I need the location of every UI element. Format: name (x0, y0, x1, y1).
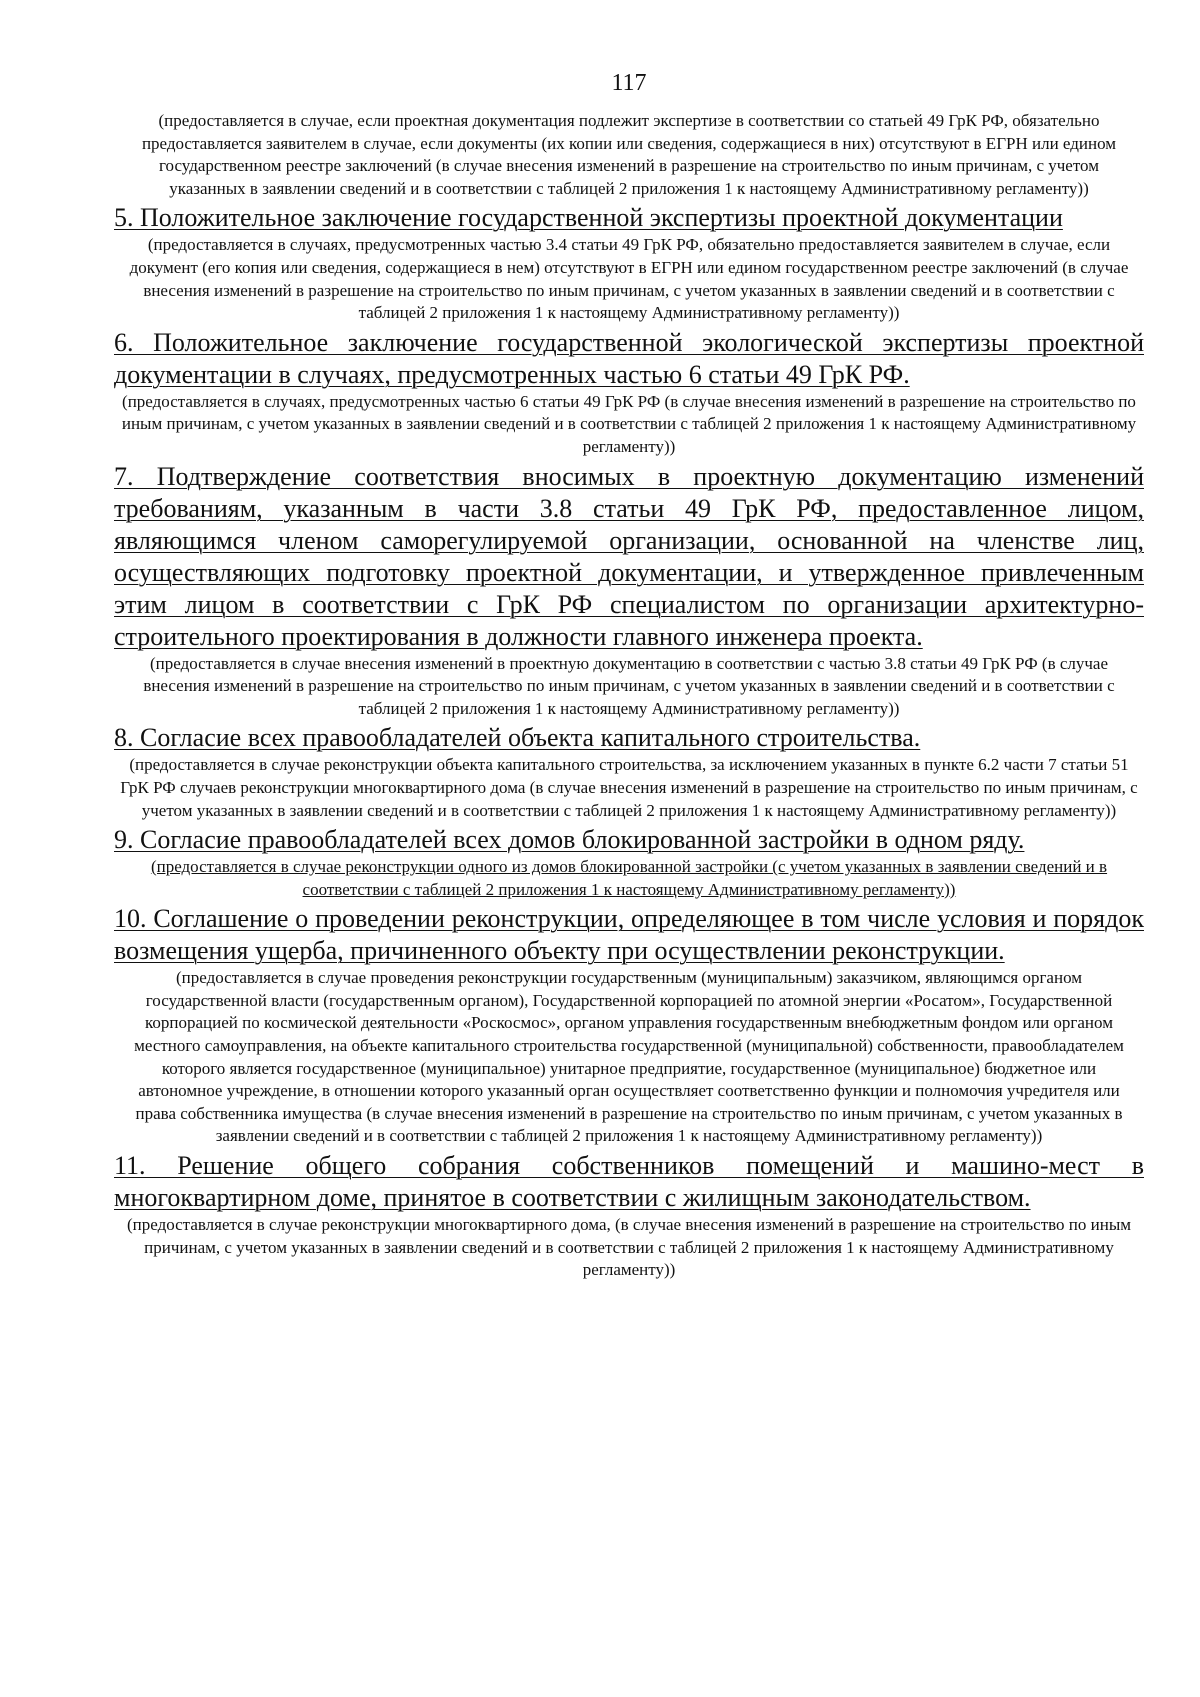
heading-item-5: 5. Положительное заключение государственной экспертизы проектной документации (114, 203, 1063, 233)
note-item-6: (предоставляется в случаях, предусмотренных частью 6 статьи 49 ГрК РФ (в случае внесения изменений в разрешение на строительство по иным причинам, с учетом указанных в заявлении сведений и в соответствии с таблицей 2 приложения 1 к настоящему Административному регламенту)) (121, 391, 1137, 456)
heading-item-11: 11. Решение общего собрания собственников помещений и машино-мест в многоквартирном доме, принятое в соответствии с жилищным законодательством. (114, 1151, 1144, 1213)
heading-item-6: 6. Положительное заключение государственной экологической экспертизы проектной документации в случаях, предусмотренных частью 6 статьи 49 ГрК РФ. (114, 327, 1144, 389)
note-item-10: (предоставляется в случае проведения реконструкции государственным (муниципальным) заказчиком, являющимся органом государственной власти (государственным органом), Государственной корпорацией по атомной энергии «Росатом», Государственной корпорацией по космической деятельности «Роскосмос», органом управления государственным внебюджетным фондом или органом местного самоуправления, на объекте капитального строительства государственной (муниципальной) собственности, правообладателем которого является государственное (муниципальное) унитарное предприятие, государственное (муниципальное) бюджетное или автономное учреждение, в отношении которого указанный орган осуществляет соответственно функции и полномочия учредителя или права собственника имущества (в случае внесения изменений в разрешение на строительство по иным причинам, с учетом указанных в заявлении сведений и в соответствии с таблицей 2 приложения 1 к настоящему Административному регламенту)) (134, 968, 1124, 1146)
page-number: 117 (611, 70, 647, 96)
note-item-4: (предоставляется в случае, если проектная документация подлежит экспертизе в соответствии со статьей 49 ГрК РФ, обязательно предоставляется заявителем в случае, если документы (их копии или сведения, содержащиеся в них) отсутствуют в ЕГРН или едином государственном реестре заключений (в случае внесения изменений в разрешение на строительство по иным причинам, с учетом указанных в заявлении сведений и в соответствии с таблицей 2 приложения 1 к настоящему Административному регламенту)) (141, 111, 1117, 198)
heading-item-8: 8. Согласие всех правообладателей объекта капитального строительства. (114, 723, 921, 753)
note-item-9: (предоставляется в случае реконструкции одного из домов блокированной застройки (с учетом указанных в заявлении сведений и в соответствии с таблицей 2 приложения 1 к настоящему Административному регламенту)) (150, 857, 1108, 899)
heading-item-10: 10. Соглашение о проведении реконструкции, определяющее в том числе условия и порядок возмещения ущерба, причиненного объекту при осуществлении реконструкции. (114, 904, 1144, 966)
note-item-8: (предоставляется в случае реконструкции объекта капитального строительства, за исключением указанных в пункте 6.2 части 7 статьи 51 ГрК РФ случаев реконструкции многоквартирного дома (в случае внесения изменений в разрешение на строительство по иным причинам, с учетом указанных в заявлении сведений и в соответствии с таблицей 2 приложения 1 к настоящему Административному регламенту)) (120, 755, 1138, 820)
note-item-11: (предоставляется в случае реконструкции многоквартирного дома, (в случае внесения изменений в разрешение на строительство по иным причинам, с учетом указанных в заявлении сведений и в соответствии с таблицей 2 приложения 1 к настоящему Административному регламенту)) (126, 1215, 1132, 1280)
heading-item-7: 7. Подтверждение соответствия вносимых в проектную документацию изменений требованиям, указанным в части 3.8 статьи 49 ГрК РФ, предоставленное лицом, являющимся членом саморегулируемой организации, основанной на членстве лиц, осуществляющих подготовку проектной документации, и утвержденное привлеченным этим лицом в соответствии с ГрК РФ специалистом по организации архитектурно-строительного проектирования в должности главного инженера проекта. (114, 461, 1144, 651)
heading-item-9: 9. Согласие правообладателей всех домов блокированной застройки в одном ряду. (114, 825, 1025, 855)
note-item-7: (предоставляется в случае внесения изменений в проектную документацию в соответствии с частью 3.8 статьи 49 ГрК РФ (в случае внесения изменений в разрешение на строительство по иным причинам, с учетом указанных в заявлении сведений и в соответствии с таблицей 2 приложения 1 к настоящему Административному регламенту)) (143, 653, 1115, 718)
note-item-5: (предоставляется в случаях, предусмотренных частью 3.4 статьи 49 ГрК РФ, обязательно предоставляется заявителем в случае, если документ (его копия или сведения, содержащиеся в нем) отсутствуют в ЕГРН или едином государственном реестре заключений (в случае внесения изменений в разрешение на строительство по иным причинам, с учетом указанных в заявлении сведений и в соответствии с таблицей 2 приложения 1 к настоящему Административному регламенту)) (129, 235, 1129, 323)
